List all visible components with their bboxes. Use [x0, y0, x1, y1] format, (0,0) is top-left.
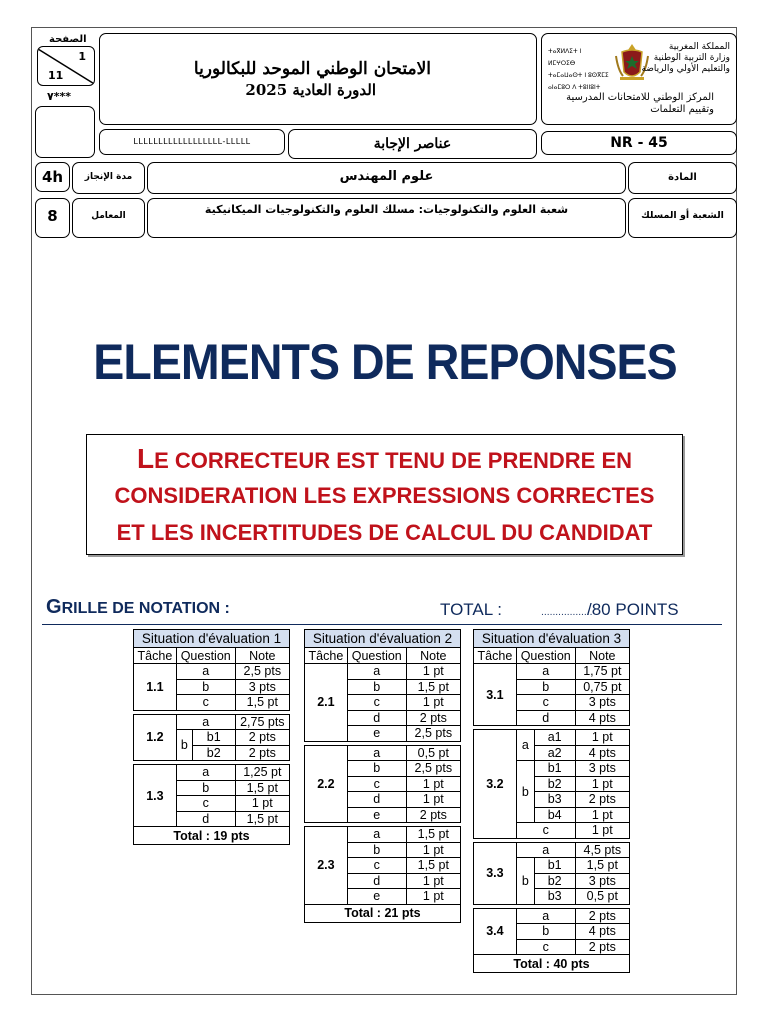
page-number: 1 [78, 50, 86, 63]
col-question: Question [516, 648, 575, 664]
col-note: Note [235, 648, 289, 664]
table-row: 3.1 a 1,75 pt [474, 664, 630, 680]
situation-2-table [304, 629, 461, 923]
exam-title: الامتحان الوطني الموحد للبكالوريا [193, 59, 431, 79]
table-row: 2.1 a 1 pt [305, 664, 461, 680]
divider [42, 624, 722, 625]
page-counter-frame [37, 46, 95, 86]
table-row: c 2 pts [474, 939, 630, 955]
coefficient-box [35, 198, 70, 238]
table-row: b4 1 pt [474, 807, 630, 823]
ministry-tifinagh: ⵜⴰⴳⵍⴷⵉⵜ ⵏ ⵍⵎⵖⵔⵉⴱ ⵜⴰⵎⴰⵡⴰⵙⵜ ⵏ ⵓⵙⴳⵎⵉ ⴰⵏⴰⵎⵓⵔ ⴷ ⵜⵓⵏⵏⵓⵏⵜ [548, 48, 609, 91]
table-row: 2.3 a 1,5 pt [305, 827, 461, 843]
total-label: TOTAL : [440, 600, 503, 619]
table-row: 1.3 a 1,25 pt [134, 765, 290, 781]
situation-2-total: Total : 21 pts [305, 904, 461, 922]
duration-box [35, 162, 70, 192]
page-total: 11 [48, 69, 64, 82]
situation-3-total: Total : 40 pts [474, 955, 630, 973]
table-row: d 1 pt [305, 792, 461, 808]
grading-grid-title: GRILLE DE NOTATION : [46, 596, 230, 618]
col-question: Question [347, 648, 406, 664]
ministry-arabic: المملكة المغربية وزارة التربية الوطنية والتعليم الأولي والرياضة [641, 42, 730, 74]
page-counter [35, 32, 97, 102]
branch-label: الشعبة أو المسلك [641, 210, 724, 221]
branch-box [147, 198, 626, 238]
duration-value: 4h [41, 168, 64, 186]
notice-line-3: ET LES INCERTITUDES DE CALCUL DU CANDIDAT [116, 520, 653, 545]
subject-label: المادة [668, 172, 697, 183]
nr-code: NR - 45 [610, 135, 668, 151]
table-row: b 3 pts [134, 679, 290, 695]
situation-2-title: Situation d'évaluation 2 [305, 630, 461, 648]
col-question: Question [176, 648, 235, 664]
exam-title-box [99, 33, 537, 125]
coefficient-label-box [72, 198, 145, 238]
col-note: Note [406, 648, 460, 664]
table-row: b b1 3 pts [474, 761, 630, 777]
coefficient-value: 8 [47, 207, 58, 225]
table-row: b 4 pts [474, 924, 630, 940]
situation-3-title: Situation d'évaluation 3 [474, 630, 630, 648]
situation-3-table [473, 629, 630, 973]
table-row: c 1 pt [305, 695, 461, 711]
branch-label-box [628, 198, 737, 238]
table-row: b 1,5 pt [305, 679, 461, 695]
table-row: c 1 pt [474, 823, 630, 839]
table-row: 2.2 a 0,5 pt [305, 745, 461, 761]
table-row: b2 1 pt [474, 776, 630, 792]
table-row: e 2,5 pts [305, 726, 461, 742]
table-row: c 3 pts [474, 695, 630, 711]
duration-label: مدة الإنجاز [84, 172, 133, 182]
page-code: ٧*** [47, 90, 71, 103]
branch-name: شعبة العلوم والتكنولوجيات: مسلك العلوم والتكنولوجيات الميكانيكية [204, 203, 569, 216]
subject-label-box [628, 162, 737, 194]
table-row: c 1 pt [305, 776, 461, 792]
table-row: d 1,5 pt [134, 811, 290, 827]
table-row: b b1 1,5 pt [474, 858, 630, 874]
table-row: 1.2 a 2,75 pts [134, 714, 290, 730]
table-row: b b1 2 pts [134, 730, 290, 746]
exam-center-name: المركز الوطني للامتحانات المدرسية وتقييم التعلمات [566, 92, 714, 115]
candidate-code-box [99, 129, 285, 155]
table-row: b 2,5 pts [305, 761, 461, 777]
table-row: b 1 pt [305, 842, 461, 858]
answer-elements-label: عناصر الإجابة [373, 136, 452, 152]
col-task: Tâche [134, 648, 177, 664]
situation-1-table [133, 629, 290, 845]
diagonal-divider-icon [38, 47, 95, 86]
table-row: 3.4 a 2 pts [474, 908, 630, 924]
table-row: b3 2 pts [474, 792, 630, 808]
notice-line-1: LE CORRECTEUR EST TENU DE PRENDRE EN [136, 443, 633, 474]
col-task: Tâche [474, 648, 517, 664]
subject-box [147, 162, 626, 194]
situation-1-title: Situation d'évaluation 1 [134, 630, 290, 648]
table-row: e 2 pts [305, 807, 461, 823]
candidate-code: LLLLLLLLLLLLLLLLLL-LLLLL [133, 137, 251, 146]
table-row: e 1 pt [305, 889, 461, 905]
table-row: d 2 pts [305, 710, 461, 726]
table-row: 1.1 a 2,5 pts [134, 664, 290, 680]
answer-elements-box [288, 129, 537, 159]
table-row: 3.3 a 4,5 pts [474, 842, 630, 858]
nr-code-box [541, 131, 737, 155]
col-note: Note [575, 648, 629, 664]
table-row: d 1 pt [305, 873, 461, 889]
blank-box [35, 106, 95, 158]
situation-1-total: Total : 19 pts [134, 827, 290, 845]
table-row: b 1,5 pt [134, 780, 290, 796]
exam-session: الدورة العادية 2025 [245, 81, 376, 99]
total-dots: .................. [541, 608, 593, 618]
table-row: 3.2 a a1 1 pt [474, 730, 630, 746]
table-row: b3 0,5 pt [474, 889, 630, 905]
table-row: c 1,5 pt [134, 695, 290, 711]
table-row: c 1 pt [134, 796, 290, 812]
col-task: Tâche [305, 648, 348, 664]
duration-label-box [72, 162, 145, 194]
coefficient-label: المعامل [91, 211, 126, 221]
exam-page [31, 27, 737, 995]
page-label: الصفحة [49, 34, 87, 45]
corrector-notice [86, 434, 683, 555]
total-value: /80 POINTS [587, 600, 679, 619]
table-row: b2 3 pts [474, 873, 630, 889]
notice-line-2: CONSIDERATION LES EXPRESSIONS CORRECTES [114, 483, 655, 508]
main-title: ELEMENTS DE REPONSES [93, 334, 677, 390]
ministry-logo-box [541, 33, 737, 125]
table-row: d 4 pts [474, 710, 630, 726]
table-row: c 1,5 pt [305, 858, 461, 874]
table-row: b 0,75 pt [474, 679, 630, 695]
table-row: a2 4 pts [474, 745, 630, 761]
table-row: b2 2 pts [134, 745, 290, 761]
subject-name: علوم المهندس [339, 169, 434, 184]
